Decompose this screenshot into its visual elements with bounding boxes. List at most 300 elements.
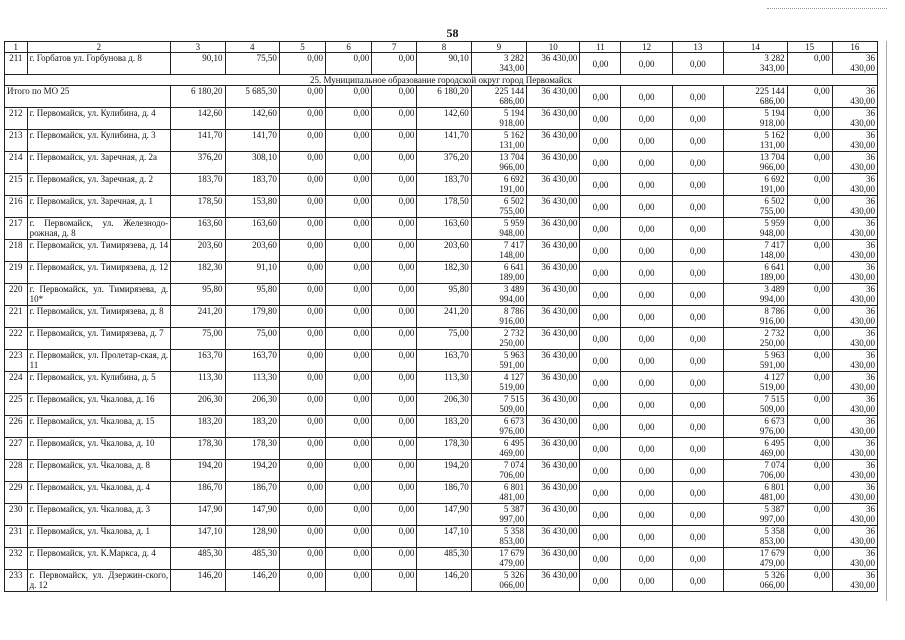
data-table [4, 41, 878, 592]
value-c6: 0,00 [326, 152, 372, 174]
value-c14-line2: 191,00 [759, 184, 785, 194]
value-c16 [832, 152, 877, 174]
value-c15: 0,00 [787, 306, 832, 328]
value-c9-line2: 148,00 [499, 250, 525, 260]
value-c9-line1: 3 282 [503, 53, 525, 63]
value-c6: 0,00 [326, 306, 372, 328]
value-c16-line2: 430,00 [850, 162, 875, 172]
value-c15: 0,00 [787, 196, 832, 218]
value-c9 [471, 438, 526, 460]
value-c14 [724, 262, 788, 284]
value-c9-line1: 13 704 [499, 152, 525, 162]
value-c13: 0,00 [672, 438, 723, 460]
row-number: 229 [5, 482, 28, 504]
column-number: 4 [225, 42, 279, 53]
value-c12: 0,00 [621, 328, 672, 350]
value-c12: 0,00 [621, 196, 672, 218]
row-number: 231 [5, 526, 28, 548]
value-c14-line2: 994,00 [759, 294, 785, 304]
value-c16-line2: 430,00 [850, 514, 875, 524]
value-c15: 0,00 [787, 328, 832, 350]
value-c9-line1: 5 326 [503, 570, 525, 580]
value-c11: 0,00 [580, 130, 621, 152]
value-c12: 0,00 [621, 53, 672, 75]
value-c8: 194,20 [417, 460, 471, 482]
column-number: 5 [279, 42, 325, 53]
value-c12: 0,00 [621, 482, 672, 504]
value-c16-line2: 430,00 [850, 250, 875, 260]
value-c16-line1: 36 [866, 240, 875, 250]
table-row [5, 570, 878, 592]
value-c4: 95,80 [225, 284, 279, 306]
value-c14-line1: 6 641 [764, 262, 785, 272]
value-c13: 0,00 [672, 53, 723, 75]
value-c7: 0,00 [372, 394, 417, 416]
table-row [5, 306, 878, 328]
value-c12: 0,00 [621, 460, 672, 482]
row-number: 232 [5, 548, 28, 570]
value-c6: 0,00 [326, 350, 372, 372]
value-c9 [471, 284, 526, 306]
value-c9-line1: 6 495 [503, 438, 525, 448]
value-c12: 0,00 [621, 526, 672, 548]
address-cell: г. Первомайск, ул. Чкалова, д. 3 [27, 504, 171, 526]
column-number: 6 [326, 42, 372, 53]
value-c10: 36 430,00 [527, 306, 580, 328]
value-c13: 0,00 [672, 108, 723, 130]
value-c11: 0,00 [580, 196, 621, 218]
value-c3: 241,20 [171, 306, 225, 328]
address-cell: г. Первомайск, ул. Кулибина, д. 3 [27, 130, 171, 152]
table-row [5, 284, 878, 306]
value-c8: 95,80 [417, 284, 471, 306]
value-c11: 0,00 [580, 218, 621, 240]
value-c14-line1: 5 959 [764, 218, 785, 228]
address-cell: г. Первомайск, ул. Кулибина, д. 5 [27, 372, 171, 394]
value-c13: 0,00 [672, 152, 723, 174]
value-c16 [832, 196, 877, 218]
value-c3: 95,80 [171, 284, 225, 306]
value-c8: 146,20 [417, 570, 471, 592]
row-number: 230 [5, 504, 28, 526]
value-c9-line1: 5 194 [503, 108, 525, 118]
table-row [5, 482, 878, 504]
value-c15: 0,00 [787, 152, 832, 174]
value-c16-line2: 430,00 [850, 448, 875, 458]
value-c3: 113,30 [171, 372, 225, 394]
value-c9-line2: 994,00 [499, 294, 525, 304]
value-c9 [471, 416, 526, 438]
table-row [5, 196, 878, 218]
value-c7: 0,00 [372, 306, 417, 328]
table-row [5, 438, 878, 460]
value-c13: 0,00 [672, 218, 723, 240]
table-row [5, 350, 878, 372]
value-c8: 186,70 [417, 482, 471, 504]
value-c16 [832, 240, 877, 262]
value-c11: 0,00 [580, 548, 621, 570]
value-c7: 0,00 [372, 284, 417, 306]
value-c13: 0,00 [672, 130, 723, 152]
value-c14-line2: 481,00 [759, 492, 785, 502]
value-c5: 0,00 [279, 108, 325, 130]
value-c14-line2: 509,00 [759, 404, 785, 414]
row-number: 224 [5, 372, 28, 394]
value-c14-line1: 5 326 [764, 570, 785, 580]
value-c9-line2: 519,00 [499, 382, 525, 392]
value-c9-line2: 918,00 [499, 118, 525, 128]
value-c13: 0,00 [672, 460, 723, 482]
value-c9 [471, 174, 526, 196]
value-c13: 0,00 [672, 482, 723, 504]
column-number: 2 [27, 42, 171, 53]
value-c14-line2: 131,00 [759, 140, 785, 150]
value-c12: 0,00 [621, 86, 672, 108]
value-c7: 0,00 [372, 548, 417, 570]
value-c8: 203,60 [417, 240, 471, 262]
value-c16-line1: 36 [866, 174, 875, 184]
value-c14-line1: 3 282 [764, 53, 785, 63]
value-c5: 0,00 [279, 394, 325, 416]
value-c7: 0,00 [372, 504, 417, 526]
value-c11: 0,00 [580, 416, 621, 438]
row-number: 215 [5, 174, 28, 196]
value-c8: 142,60 [417, 108, 471, 130]
value-c12: 0,00 [621, 438, 672, 460]
value-c3: 75,00 [171, 328, 225, 350]
value-c12: 0,00 [621, 394, 672, 416]
table-row [5, 240, 878, 262]
value-c10: 36 430,00 [527, 284, 580, 306]
row-number: 211 [5, 53, 28, 75]
value-c5: 0,00 [279, 284, 325, 306]
value-c10: 36 430,00 [527, 394, 580, 416]
value-c14-line1: 6 801 [764, 482, 785, 492]
row-number: 227 [5, 438, 28, 460]
value-c8: 485,30 [417, 548, 471, 570]
column-number: 7 [372, 42, 417, 53]
value-c14 [724, 526, 788, 548]
value-c14-line2: 976,00 [759, 426, 785, 436]
value-c15: 0,00 [787, 350, 832, 372]
value-c6: 0,00 [326, 108, 372, 130]
value-c9-line2: 948,00 [499, 228, 525, 238]
row-number: 221 [5, 306, 28, 328]
value-c14-line2: 148,00 [759, 250, 785, 260]
value-c9-line2: 966,00 [499, 162, 525, 172]
value-c4: 206,30 [225, 394, 279, 416]
value-c9 [471, 394, 526, 416]
value-c6: 0,00 [326, 460, 372, 482]
value-c11: 0,00 [580, 504, 621, 526]
value-c16 [832, 416, 877, 438]
value-c9 [471, 482, 526, 504]
value-c3: 178,50 [171, 196, 225, 218]
value-c16-line1: 36 [866, 416, 875, 426]
value-c10: 36 430,00 [527, 416, 580, 438]
value-c5: 0,00 [279, 570, 325, 592]
value-c16-line2: 430,00 [850, 118, 875, 128]
value-c16-line1: 36 [866, 262, 875, 272]
value-c14 [724, 174, 788, 196]
value-c4: 113,30 [225, 372, 279, 394]
address-cell: г. Первомайск, ул. Кулибина, д. 4 [27, 108, 171, 130]
value-c11: 0,00 [580, 86, 621, 108]
value-c14 [724, 372, 788, 394]
value-c16-line1: 36 [866, 284, 875, 294]
value-c11: 0,00 [580, 350, 621, 372]
value-c8: 183,70 [417, 174, 471, 196]
value-c9 [471, 460, 526, 482]
value-c10: 36 430,00 [527, 548, 580, 570]
value-c14-line2: 250,00 [759, 338, 785, 348]
value-c12: 0,00 [621, 284, 672, 306]
table-row [5, 152, 878, 174]
column-number: 1 [5, 42, 28, 53]
value-c16-line2: 430,00 [850, 470, 875, 480]
row-number: 219 [5, 262, 28, 284]
value-c14 [724, 350, 788, 372]
value-c13: 0,00 [672, 284, 723, 306]
value-c5: 0,00 [279, 526, 325, 548]
value-c13: 0,00 [672, 570, 723, 592]
table-row [5, 504, 878, 526]
value-c16-line1: 36 [866, 108, 875, 118]
value-c16-line1: 36 [866, 372, 875, 382]
value-c10: 36 430,00 [527, 240, 580, 262]
value-c14 [724, 53, 788, 75]
value-c5: 0,00 [279, 548, 325, 570]
column-number: 8 [417, 42, 471, 53]
value-c16-line2: 430,00 [850, 294, 875, 304]
value-c9-line1: 5 387 [503, 504, 525, 514]
value-c15: 0,00 [787, 262, 832, 284]
value-c9-line2: 189,00 [499, 272, 525, 282]
address-cell: г. Первомайск, ул. Тимирязева, д. 14 [27, 240, 171, 262]
value-c6: 0,00 [326, 372, 372, 394]
value-c5: 0,00 [279, 196, 325, 218]
value-c14-line1: 13 704 [759, 152, 785, 162]
value-c14-line1: 225 144 [755, 86, 785, 96]
address-cell: г. Первомайск, ул. Заречная, д. 2 [27, 174, 171, 196]
value-c16-line2: 430,00 [850, 140, 875, 150]
value-c14 [724, 394, 788, 416]
value-c16-line2: 430,00 [850, 382, 875, 392]
value-c16 [832, 174, 877, 196]
value-c9 [471, 152, 526, 174]
value-c13: 0,00 [672, 196, 723, 218]
value-c14 [724, 416, 788, 438]
value-c16-line1: 36 [866, 53, 875, 63]
value-c6: 0,00 [326, 416, 372, 438]
value-c4: 75,50 [225, 53, 279, 75]
value-c11: 0,00 [580, 262, 621, 284]
value-c16 [832, 372, 877, 394]
value-c8: 163,70 [417, 350, 471, 372]
row-number: 222 [5, 328, 28, 350]
row-number: 223 [5, 350, 28, 372]
value-c16-line2: 430,00 [850, 360, 875, 370]
value-c4: 141,70 [225, 130, 279, 152]
value-c12: 0,00 [621, 262, 672, 284]
value-c5: 0,00 [279, 53, 325, 75]
value-c15: 0,00 [787, 218, 832, 240]
value-c15: 0,00 [787, 526, 832, 548]
value-c13: 0,00 [672, 526, 723, 548]
value-c16 [832, 526, 877, 548]
value-c15: 0,00 [787, 504, 832, 526]
value-c14-line2: 918,00 [759, 118, 785, 128]
value-c6: 0,00 [326, 86, 372, 108]
value-c4: 153,80 [225, 196, 279, 218]
value-c14-line1: 6 692 [764, 174, 785, 184]
value-c10: 36 430,00 [527, 174, 580, 196]
address-cell: г. Первомайск, ул. Чкалова, д. 16 [27, 394, 171, 416]
value-c5: 0,00 [279, 174, 325, 196]
value-c6: 0,00 [326, 548, 372, 570]
value-c9-line2: 706,00 [499, 470, 525, 480]
row-number: 216 [5, 196, 28, 218]
value-c14 [724, 328, 788, 350]
value-c3: 376,20 [171, 152, 225, 174]
value-c14-line1: 6 673 [764, 416, 785, 426]
value-c16-line1: 36 [866, 152, 875, 162]
value-c16 [832, 108, 877, 130]
value-c14 [724, 306, 788, 328]
value-c4: 194,20 [225, 460, 279, 482]
value-c14-line1: 5 358 [764, 526, 785, 536]
table-row [5, 372, 878, 394]
value-c12: 0,00 [621, 570, 672, 592]
value-c10: 36 430,00 [527, 86, 580, 108]
row-number: 233 [5, 570, 28, 592]
value-c16 [832, 350, 877, 372]
value-c14 [724, 482, 788, 504]
value-c4: 91,10 [225, 262, 279, 284]
value-c7: 0,00 [372, 174, 417, 196]
column-number: 3 [171, 42, 225, 53]
value-c9 [471, 240, 526, 262]
address-cell: г. Первомайск, ул. Чкалова, д. 8 [27, 460, 171, 482]
value-c14-line2: 591,00 [759, 360, 785, 370]
value-c9-line2: 997,00 [499, 514, 525, 524]
value-c16 [832, 504, 877, 526]
value-c9-line1: 3 489 [503, 284, 525, 294]
value-c11: 0,00 [580, 240, 621, 262]
value-c14-line1: 5 963 [764, 350, 785, 360]
value-c7: 0,00 [372, 482, 417, 504]
value-c16 [832, 53, 877, 75]
value-c8: 113,30 [417, 372, 471, 394]
section-title: 25. Муниципальное образование городской округ город Первомайск [5, 75, 878, 86]
value-c16 [832, 284, 877, 306]
value-c15: 0,00 [787, 53, 832, 75]
value-c12: 0,00 [621, 416, 672, 438]
value-c11: 0,00 [580, 526, 621, 548]
value-c14-line2: 706,00 [759, 470, 785, 480]
value-c4: 5 685,30 [225, 86, 279, 108]
value-c11: 0,00 [580, 306, 621, 328]
value-c12: 0,00 [621, 152, 672, 174]
value-c4: 163,60 [225, 218, 279, 240]
value-c14 [724, 108, 788, 130]
value-c16-line1: 36 [866, 504, 875, 514]
address-cell: г. Первомайск, ул. Чкалова, д. 4 [27, 482, 171, 504]
value-c9-line1: 7 417 [503, 240, 525, 250]
value-c16-line1: 36 [866, 350, 875, 360]
value-c4: 178,30 [225, 438, 279, 460]
value-c13: 0,00 [672, 350, 723, 372]
value-c15: 0,00 [787, 130, 832, 152]
value-c3: 194,20 [171, 460, 225, 482]
value-c16-line1: 36 [866, 218, 875, 228]
value-c10: 36 430,00 [527, 53, 580, 75]
value-c16-line2: 430,00 [850, 228, 875, 238]
value-c15: 0,00 [787, 284, 832, 306]
value-c6: 0,00 [326, 130, 372, 152]
value-c12: 0,00 [621, 504, 672, 526]
value-c15: 0,00 [787, 570, 832, 592]
value-c15: 0,00 [787, 108, 832, 130]
value-c14-line2: 686,00 [759, 96, 785, 106]
value-c9-line1: 5 959 [503, 218, 525, 228]
table-row [5, 130, 878, 152]
value-c9 [471, 548, 526, 570]
value-c10: 36 430,00 [527, 130, 580, 152]
page-number: 58 [446, 26, 459, 40]
value-c14-line1: 7 417 [764, 240, 785, 250]
value-c16-line1: 36 [866, 86, 875, 96]
value-c9 [471, 504, 526, 526]
value-c14-line1: 8 786 [764, 306, 785, 316]
value-c5: 0,00 [279, 482, 325, 504]
value-c6: 0,00 [326, 240, 372, 262]
total-label: Итого по МО 25 [5, 86, 171, 108]
value-c14-line1: 6 495 [764, 438, 785, 448]
table-row [5, 174, 878, 196]
value-c15: 0,00 [787, 482, 832, 504]
value-c4: 146,20 [225, 570, 279, 592]
value-c6: 0,00 [326, 53, 372, 75]
value-c16 [832, 306, 877, 328]
value-c13: 0,00 [672, 86, 723, 108]
address-cell: г. Первомайск, ул. Чкалова, д. 10 [27, 438, 171, 460]
value-c9-line1: 6 641 [503, 262, 525, 272]
value-c14-line2: 479,00 [759, 558, 785, 568]
value-c7: 0,00 [372, 328, 417, 350]
value-c9-line1: 225 144 [494, 86, 525, 96]
value-c16-line2: 430,00 [850, 426, 875, 436]
value-c16 [832, 482, 877, 504]
value-c13: 0,00 [672, 262, 723, 284]
value-c9 [471, 526, 526, 548]
value-c13: 0,00 [672, 306, 723, 328]
value-c7: 0,00 [372, 218, 417, 240]
value-c8: 182,30 [417, 262, 471, 284]
column-number: 9 [471, 42, 526, 53]
value-c14-line1: 6 502 [764, 196, 785, 206]
value-c8: 376,20 [417, 152, 471, 174]
address-cell: г. Первомайск, ул. Чкалова, д. 1 [27, 526, 171, 548]
value-c4: 183,20 [225, 416, 279, 438]
value-c3: 6 180,20 [171, 86, 225, 108]
value-c9 [471, 53, 526, 75]
value-c16 [832, 548, 877, 570]
value-c16-line2: 430,00 [850, 558, 875, 568]
value-c16-line2: 430,00 [850, 404, 875, 414]
value-c14 [724, 570, 788, 592]
value-c14-line1: 2 732 [764, 328, 785, 338]
